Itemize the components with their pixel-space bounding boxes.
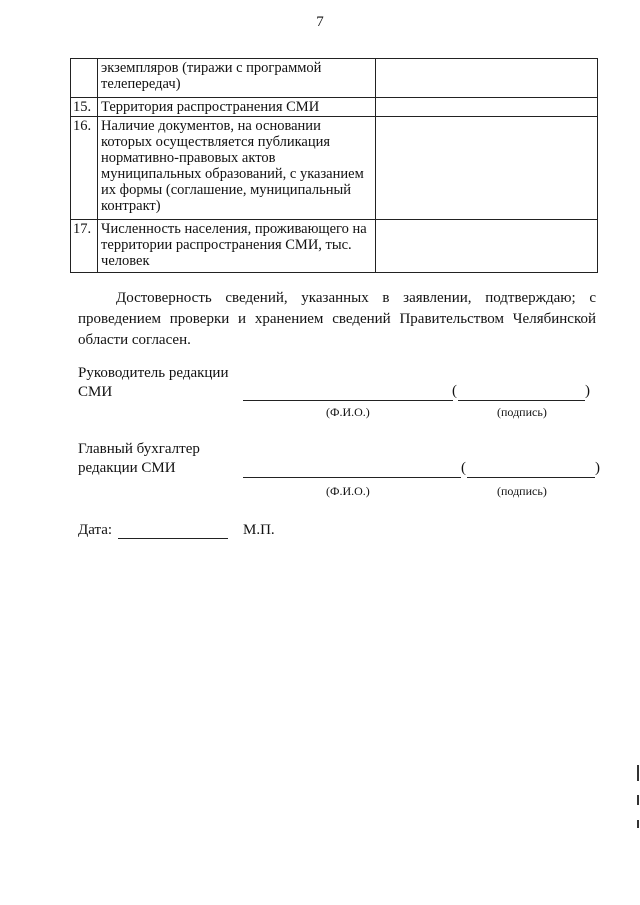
chief-accountant-label-line2: редакции СМИ bbox=[78, 460, 176, 476]
chief-accountant-label-line1: Главный бухгалтер bbox=[78, 441, 200, 457]
row-description: Численность населения, проживающего на территории распространения СМИ, тыс. человек bbox=[98, 220, 376, 273]
confirmation-statement: Достоверность сведений, указанных в заявлении, подтверждаю; с проведением проверки и хранением сведений Правительством Челябинской области согласен. bbox=[78, 290, 596, 348]
row-number: 17. bbox=[71, 220, 98, 273]
page-number: 7 bbox=[316, 14, 324, 30]
head-editor-label-line2: СМИ bbox=[78, 384, 113, 400]
head-editor-label-line1: Руководитель редакции bbox=[78, 365, 229, 381]
scan-edge-mark bbox=[637, 820, 639, 828]
row-description: Территория распространения СМИ bbox=[98, 98, 376, 117]
date-line[interactable] bbox=[118, 538, 228, 539]
chief-accountant-fio-line[interactable] bbox=[243, 477, 461, 478]
head-editor-fio-line[interactable] bbox=[243, 400, 453, 401]
row-value-cell[interactable] bbox=[375, 220, 597, 273]
date-label: Дата: bbox=[78, 522, 113, 538]
row-description: Наличие документов, на основании которых осуществляется публикация нормативно-правовых актов муниципальных образований, с указанием их формы (соглашение, муниципальный контракт) bbox=[98, 117, 376, 220]
stamp-placeholder: М.П. bbox=[243, 522, 275, 538]
row-number: 16. bbox=[71, 117, 98, 220]
table-row bbox=[71, 220, 598, 273]
chief-accountant-paren-open: ( bbox=[461, 460, 466, 476]
head-editor-fio-caption: (Ф.И.О.) bbox=[326, 405, 370, 419]
row-value-cell[interactable] bbox=[375, 117, 597, 220]
table-row bbox=[71, 117, 598, 220]
row-number bbox=[71, 59, 98, 98]
scan-edge-mark bbox=[637, 795, 639, 805]
row-number: 15. bbox=[71, 98, 98, 117]
head-editor-signature-line[interactable] bbox=[458, 400, 585, 401]
chief-accountant-signature-line[interactable] bbox=[467, 477, 595, 478]
row-value-cell[interactable] bbox=[375, 98, 597, 117]
scan-edge-mark bbox=[637, 765, 639, 781]
table-row bbox=[71, 59, 598, 98]
application-table bbox=[70, 58, 598, 273]
row-description: экземпляров (тиражи с программой телепередач) bbox=[98, 59, 376, 98]
table-row bbox=[71, 98, 598, 117]
head-editor-paren-open: ( bbox=[452, 383, 457, 399]
chief-accountant-fio-caption: (Ф.И.О.) bbox=[326, 484, 370, 498]
head-editor-signature-caption: (подпись) bbox=[497, 405, 547, 419]
chief-accountant-paren-close: ) bbox=[595, 460, 600, 476]
head-editor-paren-close: ) bbox=[585, 383, 590, 399]
row-value-cell[interactable] bbox=[375, 59, 597, 98]
chief-accountant-signature-caption: (подпись) bbox=[497, 484, 547, 498]
